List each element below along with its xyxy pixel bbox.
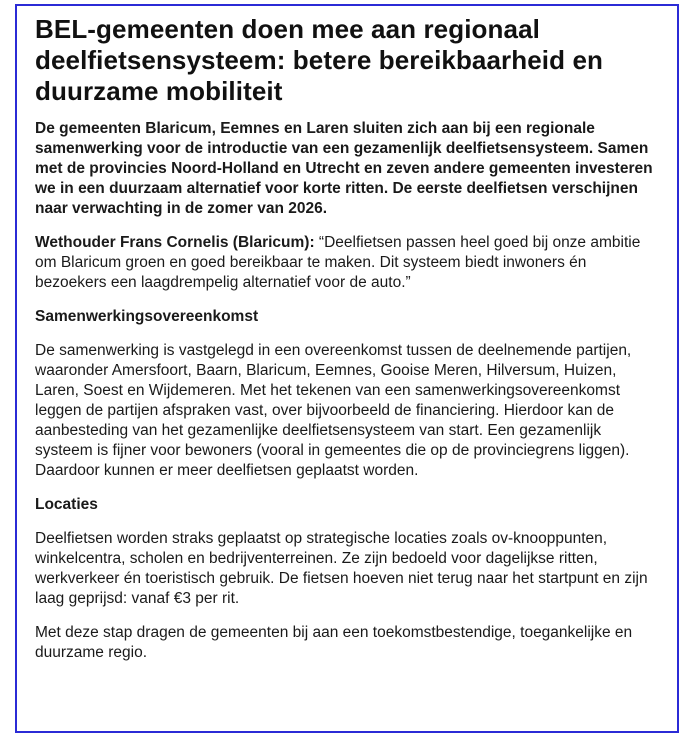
section-heading-samenwerkingsovereenkomst: Samenwerkingsovereenkomst xyxy=(35,308,259,325)
article-frame xyxy=(15,4,679,733)
article-lead: De gemeenten Blaricum, Eemnes en Laren sluiten zich aan bij een regionale samenwerking voor de introductie van een gezamenlijk deelfietsensysteem. Samen met de provincies Noord-Holland en Utrecht en zeven andere gemeenten investeren we in een duurzaam alternatief voor korte ritten. De eerste deelfietsen verschijnen naar verwachting in de zomer van 2026. xyxy=(35,120,653,217)
article-title: BEL-gemeenten doen mee aan regionaal deelfietsensysteem: betere bereikbaarheid en duurzame mobiliteit xyxy=(35,14,603,106)
quote-speaker: Wethouder Frans Cornelis (Blaricum): xyxy=(35,234,315,251)
quote-paragraph xyxy=(35,233,661,293)
section-body-locaties: Deelfietsen worden straks geplaatst op strategische locaties zoals ov-knooppunten, winkelcentra, scholen en bedrijventerreinen. Ze zijn bedoeld voor dagelijkse ritten, werkverkeer én toeristisch gebruik. De fietsen hoeven niet terug naar het startpunt en zijn laag geprijsd: vanaf €3 per rit. xyxy=(35,530,648,607)
section-heading-locaties: Locaties xyxy=(35,496,98,513)
closing-paragraph: Met deze stap dragen de gemeenten bij aan een toekomstbestendige, toegankelijke en duurzame regio. xyxy=(35,624,633,661)
section-body-samenwerkingsovereenkomst: De samenwerking is vastgelegd in een overeenkomst tussen de deelnemende partijen, waaronder Amersfoort, Baarn, Blaricum, Eemnes, Gooise Meren, Hilversum, Huizen, Laren, Soest en Wijdemeren. Met het tekenen van een samenwerkingsovereenkomst leggen de partijen afspraken vast, over bijvoorbeeld de financiering. Hierdoor kan de aanbesteding van het gezamenlijke deelfietsensysteem van start. Een gezamenlijk systeem is fijner voor bewoners (vooral in gemeentes die op de provinciegrens liggen). Daardoor kunnen er meer deelfietsen geplaatst worden. xyxy=(35,342,632,479)
quote-text: “Deelfietsen passen heel goed bij onze ambitie om Blaricum groen en goed bereikbaar te maken. Dit systeem biedt inwoners én bezoekers een laagdrempelig alternatief voor de auto.” xyxy=(35,234,641,291)
